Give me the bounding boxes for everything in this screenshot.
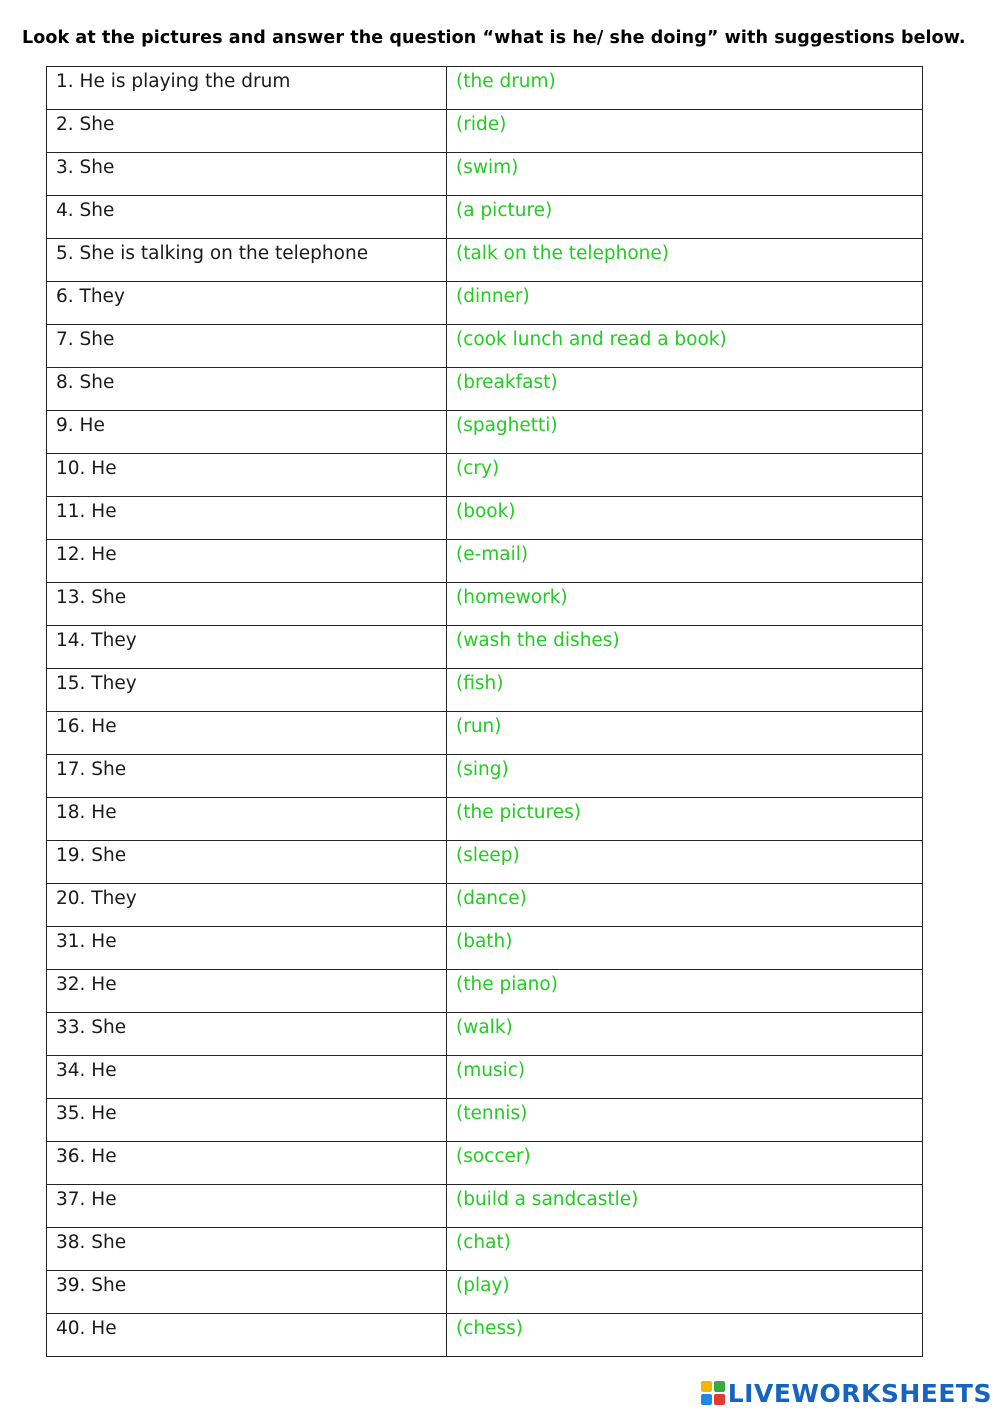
sentence-cell[interactable]: 15. They <box>47 669 447 712</box>
sentence-cell[interactable]: 7. She <box>47 325 447 368</box>
hint-cell: (sleep) <box>447 841 923 884</box>
hint-cell: (soccer) <box>447 1142 923 1185</box>
sentence-cell[interactable]: 3. She <box>47 153 447 196</box>
hint-cell: (run) <box>447 712 923 755</box>
table-row <box>47 798 923 841</box>
hint-cell: (wash the dishes) <box>447 626 923 669</box>
sentence-cell[interactable]: 5. She is talking on the telephone <box>47 239 447 282</box>
table-row <box>47 196 923 239</box>
brand-name: LIVEWORKSHEETS <box>727 1378 992 1408</box>
sentence-cell[interactable]: 35. He <box>47 1099 447 1142</box>
table-row <box>47 454 923 497</box>
instruction-heading: Look at the pictures and answer the question “what is he/ she doing” with suggestions below. <box>22 28 966 48</box>
sentence-cell[interactable]: 13. She <box>47 583 447 626</box>
table-row <box>47 368 923 411</box>
hint-cell: (e-mail) <box>447 540 923 583</box>
table-row <box>47 1142 923 1185</box>
hint-cell: (dinner) <box>447 282 923 325</box>
table-row <box>47 1228 923 1271</box>
hint-cell: (cook lunch and read a book) <box>447 325 923 368</box>
hint-cell: (fish) <box>447 669 923 712</box>
sentence-cell[interactable]: 40. He <box>47 1314 447 1357</box>
sentence-cell[interactable]: 10. He <box>47 454 447 497</box>
hint-cell: (talk on the telephone) <box>447 239 923 282</box>
liveworksheets-logo-icon <box>701 1381 725 1405</box>
sentence-cell[interactable]: 2. She <box>47 110 447 153</box>
table-row <box>47 755 923 798</box>
table-row <box>47 970 923 1013</box>
sentence-cell[interactable]: 37. He <box>47 1185 447 1228</box>
hint-cell: (swim) <box>447 153 923 196</box>
sentence-cell[interactable]: 38. She <box>47 1228 447 1271</box>
hint-cell: (the drum) <box>447 67 923 110</box>
sentence-cell[interactable]: 36. He <box>47 1142 447 1185</box>
hint-cell: (the pictures) <box>447 798 923 841</box>
table-row <box>47 110 923 153</box>
hint-cell: (ride) <box>447 110 923 153</box>
sentence-cell[interactable]: 19. She <box>47 841 447 884</box>
table-row <box>47 540 923 583</box>
table-row <box>47 325 923 368</box>
table-row <box>47 1056 923 1099</box>
table-row <box>47 1099 923 1142</box>
hint-cell: (book) <box>447 497 923 540</box>
table-row <box>47 841 923 884</box>
sentence-cell[interactable]: 34. He <box>47 1056 447 1099</box>
table-row <box>47 669 923 712</box>
table-row <box>47 239 923 282</box>
table-row <box>47 1314 923 1357</box>
hint-cell: (breakfast) <box>447 368 923 411</box>
hint-cell: (music) <box>447 1056 923 1099</box>
sentence-cell[interactable]: 16. He <box>47 712 447 755</box>
table-row <box>47 1013 923 1056</box>
sentence-cell[interactable]: 20. They <box>47 884 447 927</box>
hint-cell: (a picture) <box>447 196 923 239</box>
table-row <box>47 1185 923 1228</box>
hint-cell: (build a sandcastle) <box>447 1185 923 1228</box>
sentence-cell[interactable]: 17. She <box>47 755 447 798</box>
hint-cell: (chat) <box>447 1228 923 1271</box>
table-row <box>47 282 923 325</box>
sentence-cell[interactable]: 8. She <box>47 368 447 411</box>
hint-cell: (homework) <box>447 583 923 626</box>
table-row <box>47 497 923 540</box>
sentence-cell[interactable]: 31. He <box>47 927 447 970</box>
hint-cell: (dance) <box>447 884 923 927</box>
exercise-table-body <box>47 67 923 1357</box>
table-row <box>47 1271 923 1314</box>
sentence-cell[interactable]: 18. He <box>47 798 447 841</box>
sentence-cell[interactable]: 32. He <box>47 970 447 1013</box>
hint-cell: (play) <box>447 1271 923 1314</box>
sentence-cell[interactable]: 4. She <box>47 196 447 239</box>
hint-cell: (the piano) <box>447 970 923 1013</box>
table-row <box>47 884 923 927</box>
table-row <box>47 67 923 110</box>
sentence-cell[interactable]: 1. He is playing the drum <box>47 67 447 110</box>
hint-cell: (cry) <box>447 454 923 497</box>
sentence-cell[interactable]: 11. He <box>47 497 447 540</box>
table-row <box>47 153 923 196</box>
hint-cell: (spaghetti) <box>447 411 923 454</box>
table-row <box>47 927 923 970</box>
table-row <box>47 411 923 454</box>
liveworksheets-logo[interactable] <box>701 1378 992 1408</box>
hint-cell: (tennis) <box>447 1099 923 1142</box>
hint-cell: (walk) <box>447 1013 923 1056</box>
sentence-cell[interactable]: 33. She <box>47 1013 447 1056</box>
sentence-cell[interactable]: 14. They <box>47 626 447 669</box>
table-row <box>47 712 923 755</box>
sentence-cell[interactable]: 39. She <box>47 1271 447 1314</box>
sentence-cell[interactable]: 9. He <box>47 411 447 454</box>
sentence-cell[interactable]: 12. He <box>47 540 447 583</box>
table-row <box>47 583 923 626</box>
hint-cell: (sing) <box>447 755 923 798</box>
hint-cell: (bath) <box>447 927 923 970</box>
sentence-cell[interactable]: 6. They <box>47 282 447 325</box>
exercise-table <box>46 66 923 1357</box>
hint-cell: (chess) <box>447 1314 923 1357</box>
table-row <box>47 626 923 669</box>
